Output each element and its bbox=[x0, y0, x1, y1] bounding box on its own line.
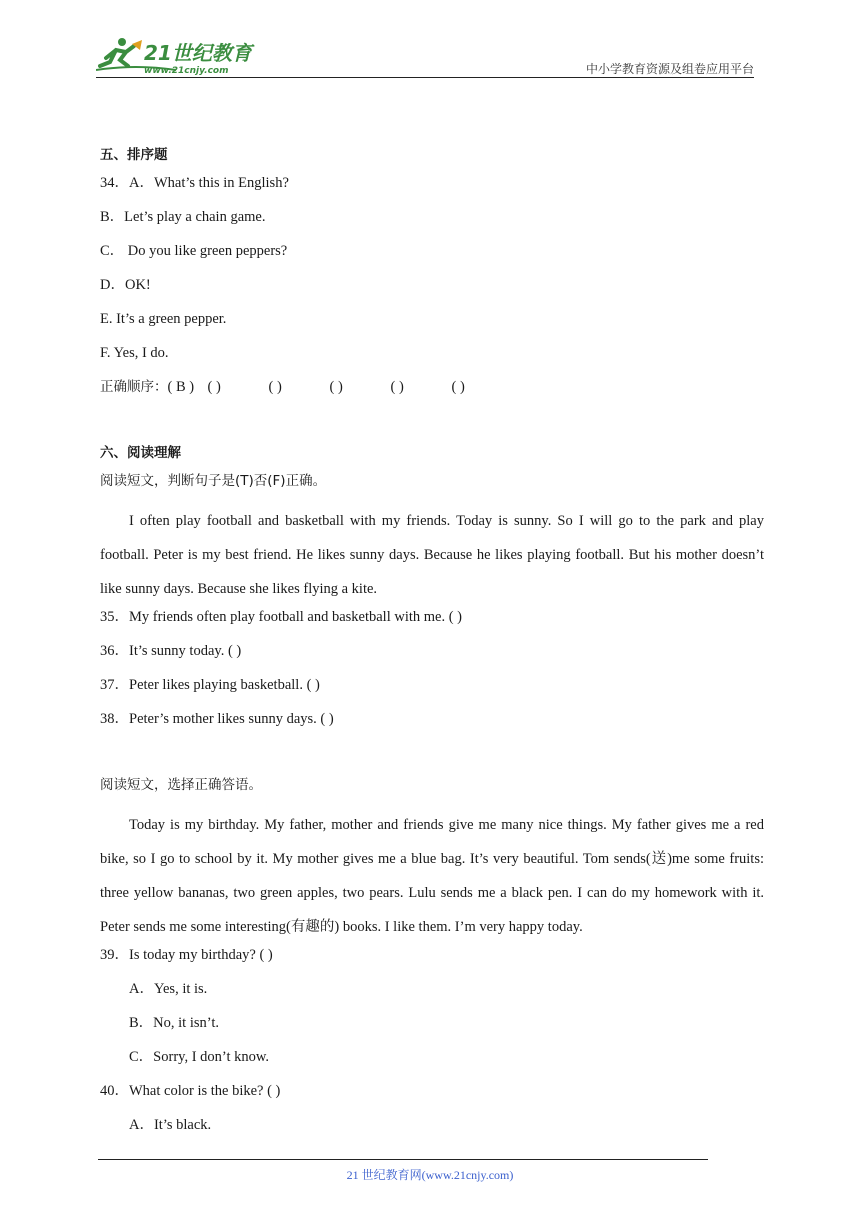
instruction-choose: 阅读短文，选择正确答语。 bbox=[100, 777, 262, 793]
header-divider bbox=[96, 77, 754, 78]
order-label: 正确顺序： bbox=[100, 379, 168, 395]
order-blank[interactable]: ( ) bbox=[268, 379, 282, 395]
header-platform-text: 中小学教育资源及组卷应用平台 bbox=[585, 62, 754, 76]
section6-title: 六、阅读理解 bbox=[100, 445, 181, 461]
q39: 39．Is today my birthday? ( ) bbox=[100, 947, 273, 963]
q35: 35．My friends often play football and basketball with me. ( ) bbox=[100, 609, 463, 625]
q38: 38．Peter’s mother likes sunny days. ( ) bbox=[100, 711, 334, 727]
section5-title: 五、排序题 bbox=[100, 147, 168, 163]
q39-option-b: B．No, it isn’t. bbox=[129, 1015, 219, 1031]
order-blank[interactable]: ( ) bbox=[329, 379, 343, 395]
passage-2: Today is my birthday. My father, mother and friends give me many nice things. My father gives me a red bike, so I go to school by it. My mother gives me a blue bag. It’s very beautiful. Tom sends(送)me some fruits: three yellow bananas, two green apples, two pears. Lulu sends me a black pen. I can do my homework with it. Peter sends me some interesting(有趣的) books. I like them. I’m very happy today. bbox=[100, 817, 764, 935]
q34-option-d: D．OK! bbox=[100, 277, 151, 293]
passage-1: I often play football and basketball with my friends. Today is sunny. So I will go to the park and play football. Peter is my best friend. He likes sunny days. Because he likes playing football. But his mother doesn’t like sunny days. Because she likes flying a kite. bbox=[100, 513, 764, 597]
order-blank[interactable]: ( ) bbox=[390, 379, 404, 395]
q40: 40．What color is the bike? ( ) bbox=[100, 1083, 281, 1099]
logo-text: 21世纪教育 bbox=[144, 41, 252, 65]
footer-text[interactable]: 21 世纪教育网(www.21cnjy.com) bbox=[346, 1168, 514, 1182]
order-blank[interactable]: ( ) bbox=[207, 379, 221, 395]
order-blank[interactable]: ( ) bbox=[451, 379, 465, 395]
q34-option-c: C． Do you like green peppers? bbox=[100, 243, 288, 259]
q40-option-a: A．It’s black. bbox=[129, 1117, 212, 1133]
order-first: ( B ) bbox=[167, 379, 195, 395]
q34-option-e: E. It’s a green pepper. bbox=[100, 311, 227, 327]
q37: 37．Peter likes playing basketball. ( ) bbox=[100, 677, 320, 693]
q34-option-f: F. Yes, I do. bbox=[100, 345, 169, 361]
q36: 36．It’s sunny today. ( ) bbox=[100, 643, 242, 659]
order-answer-line bbox=[100, 376, 764, 410]
instruction-true-false: 阅读短文，判断句子是(T)否(F)正确。 bbox=[100, 473, 327, 489]
logo bbox=[96, 36, 266, 78]
q34-option-b: B．Let’s play a chain game. bbox=[100, 209, 266, 225]
q39-option-c: C．Sorry, I don’t know. bbox=[129, 1049, 270, 1065]
page-content bbox=[100, 144, 764, 1148]
logo-url: www.21cnjy.com bbox=[144, 66, 229, 76]
q39-option-a: A．Yes, it is. bbox=[129, 981, 208, 997]
runner-logo-icon bbox=[96, 36, 266, 78]
footer-divider bbox=[98, 1159, 708, 1160]
q34-option-a: 34．A．What’s this in English? bbox=[100, 175, 289, 191]
